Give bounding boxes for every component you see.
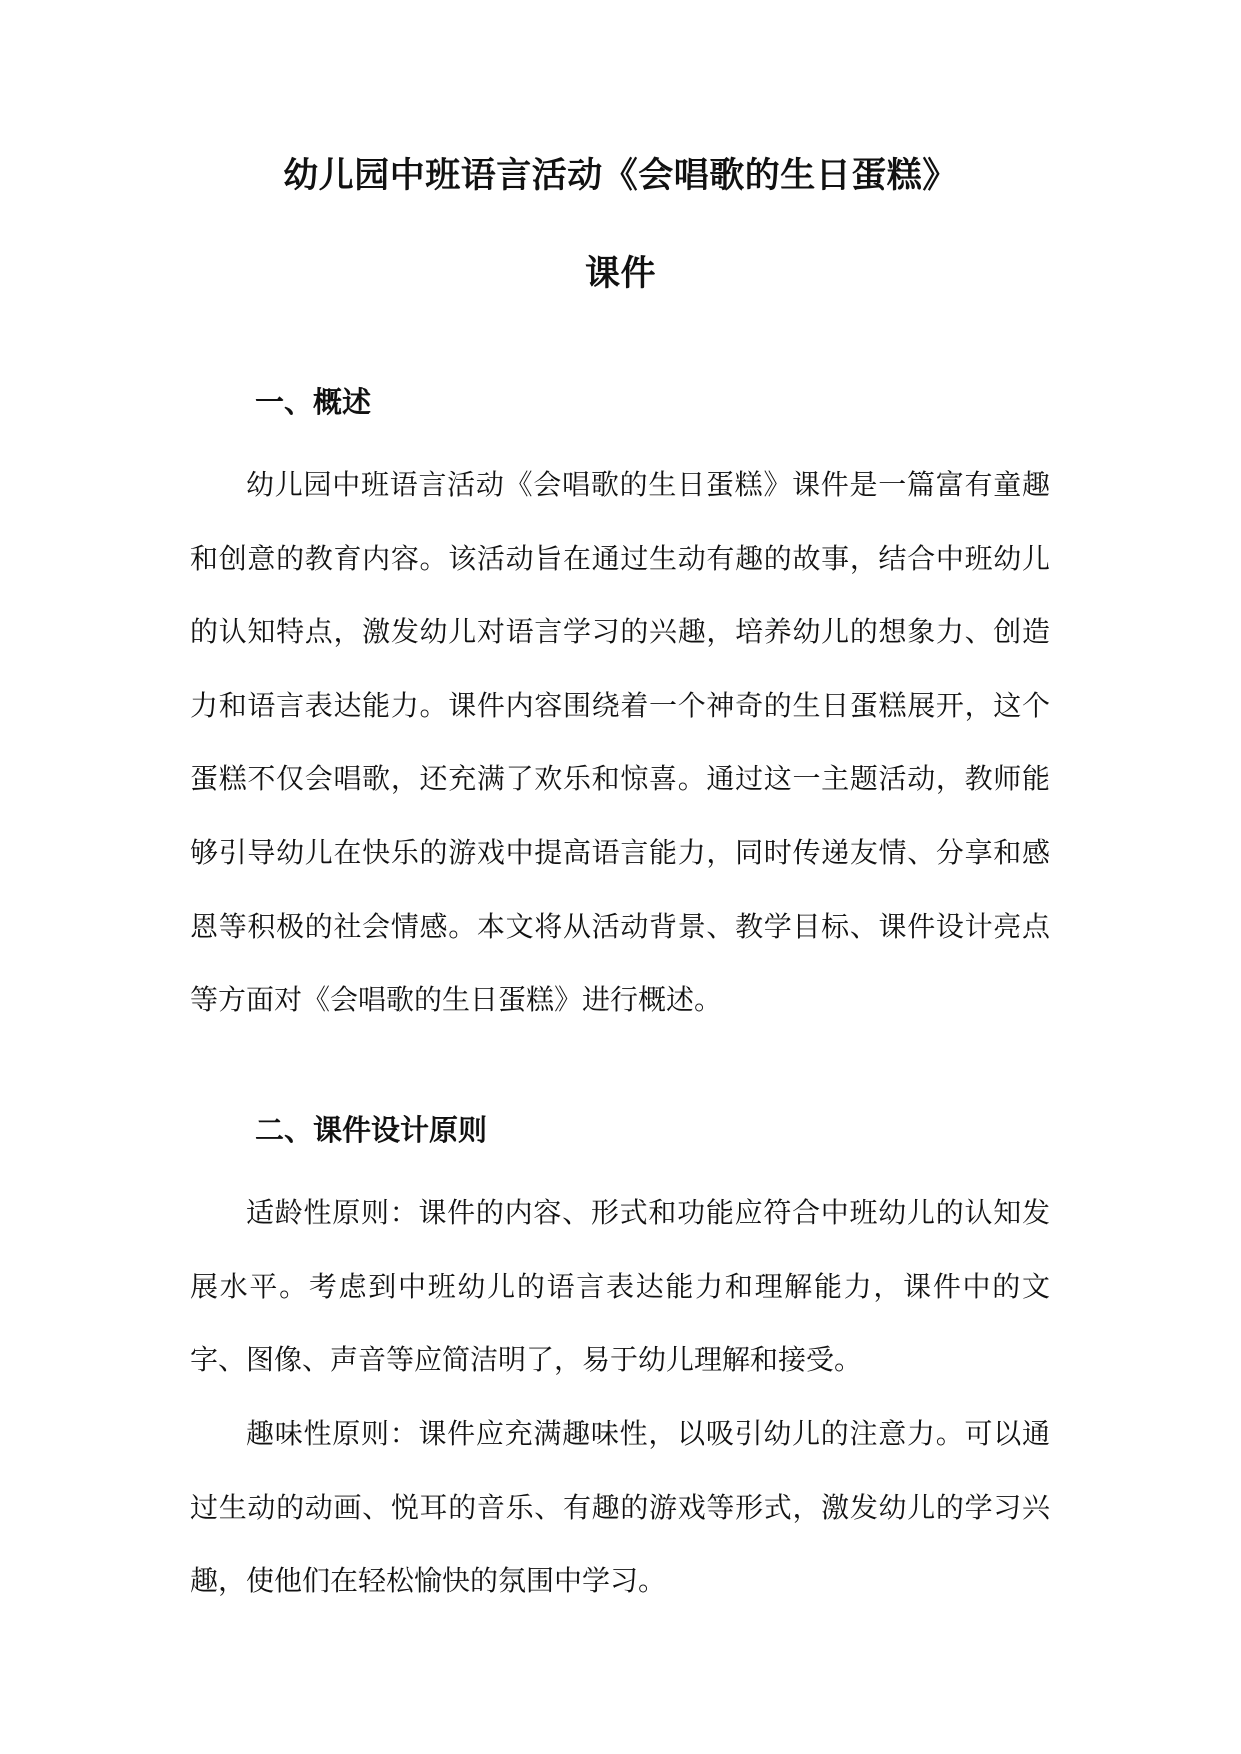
overview-paragraph: 幼儿园中班语言活动《会唱歌的生日蛋糕》课件是一篇富有童趣和创意的教育内容。该活动旨在通过生动有趣的故事，结合中班幼儿的认知特点，激发幼儿对语言学习的兴趣，培养幼儿的想象力、创造力和语言表达能力。课件内容围绕着一个神奇的生日蛋糕展开，这个蛋糕不仅会唱歌，还充满了欢乐和惊喜。通过这一主题活动，教师能够引导幼儿在快乐的游戏中提高语言能力，同时传递友情、分享和感恩等积极的社会情感。本文将从活动背景、教学目标、课件设计亮点等方面对《会唱歌的生日蛋糕》进行概述。 bbox=[190, 468, 1050, 1017]
section-heading-design-principles: 二、课件设计原则 bbox=[255, 1113, 488, 1147]
document-title-line-1: 幼儿园中班语言活动《会唱歌的生日蛋糕》 bbox=[283, 156, 958, 196]
section-heading-overview: 一、概述 bbox=[255, 385, 372, 419]
principle-fun-paragraph: 趣味性原则：课件应充满趣味性，以吸引幼儿的注意力。可以通过生动的动画、悦耳的音乐、有趣的游戏等形式，激发幼儿的学习兴趣，使他们在轻松愉快的氛围中学习。 bbox=[190, 1417, 1050, 1598]
principle-age-appropriate-paragraph: 适龄性原则：课件的内容、形式和功能应符合中班幼儿的认知发展水平。考虑到中班幼儿的语言表达能力和理解能力，课件中的文字、图像、声音等应简洁明了，易于幼儿理解和接受。 bbox=[190, 1196, 1050, 1377]
document-title-line-2: 课件 bbox=[584, 254, 656, 294]
